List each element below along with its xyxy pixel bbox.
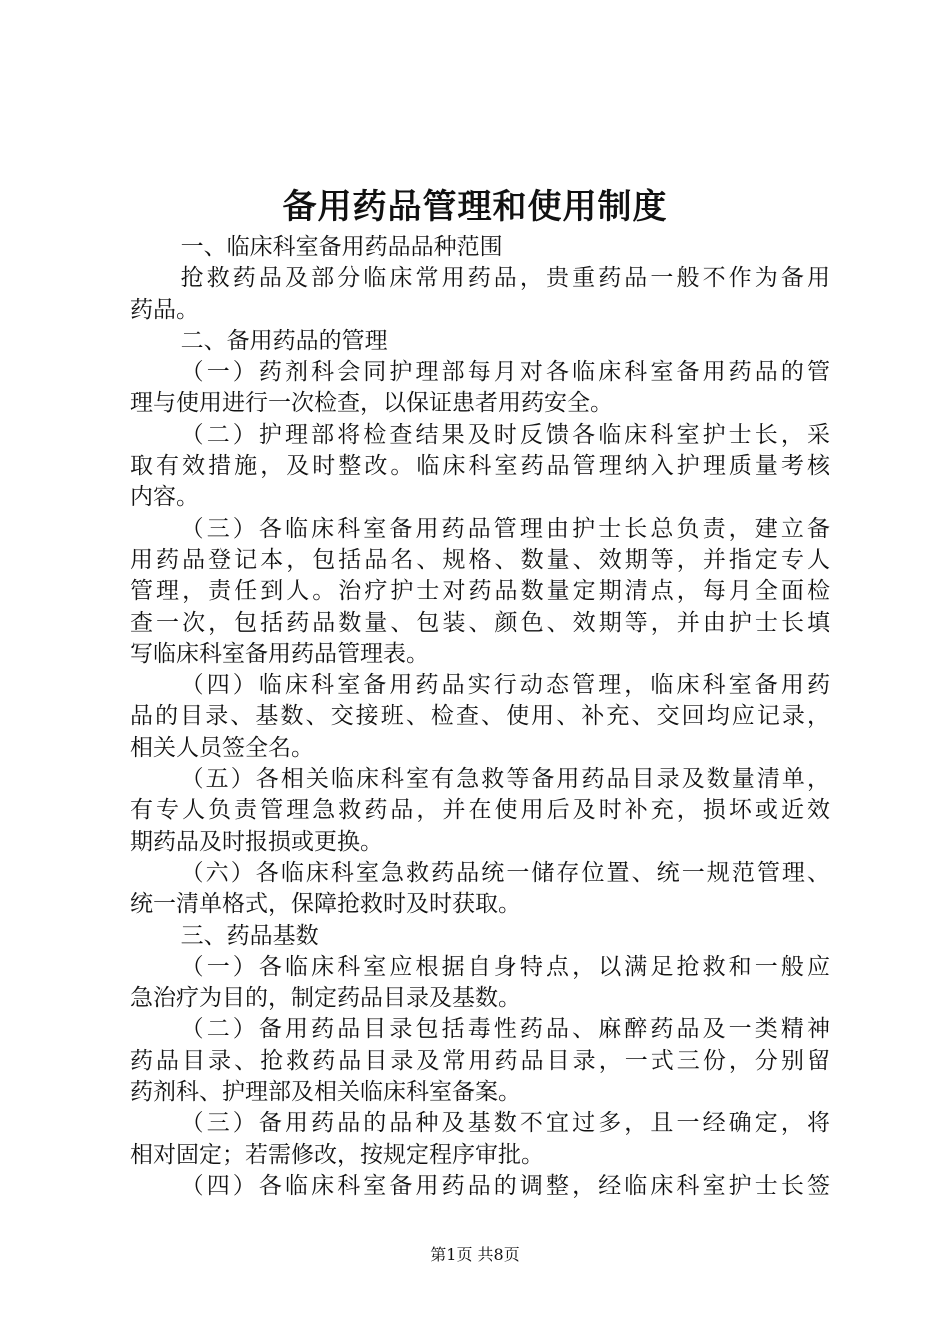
body-line: （四）各临床科室备用药品的调整，经临床科室护士长签 [180,1172,830,1199]
document-title: 备用药品管理和使用制度 [282,187,668,227]
body-line: 管理，责任到人。治疗护士对药品数量定期清点，每月全面检 [130,578,830,605]
body-line: 查一次，包括药品数量、包装、颜色、效期等，并由护士长填 [130,609,830,636]
document-body [130,232,830,1202]
body-line: 取有效措施，及时整改。临床科室药品管理纳入护理质量考核 [130,453,830,480]
body-line: （二）备用药品目录包括毒性药品、麻醉药品及一类精神 [180,1016,830,1043]
body-line: （三）各临床科室备用药品管理由护士长总负责，建立备 [180,515,830,542]
body-line: 三、药品基数 [180,922,319,949]
body-line: 药品目录、抢救药品目录及常用药品目录，一式三份，分别留 [130,1047,830,1074]
body-line: 品的目录、基数、交接班、检查、使用、补充、交回均应记录， [130,703,830,730]
body-line: 一、临床科室备用药品品种范围 [180,234,503,260]
body-line: 期药品及时报损或更换。 [130,828,383,855]
body-line: 药剂科、护理部及相关临床科室备案。 [130,1079,521,1106]
body-line: （三）备用药品的品种及基数不宜过多，且一经确定，将 [180,1110,830,1137]
body-line: 内容。 [130,484,199,511]
body-line: 药品。 [130,296,199,323]
body-line: （五）各相关临床科室有急救等备用药品目录及数量清单， [180,766,830,793]
body-line: 抢救药品及部分临床常用药品，贵重药品一般不作为备用 [180,265,830,292]
body-line: （一）各临床科室应根据自身特点，以满足抢救和一般应 [180,953,830,980]
body-line: 有专人负责管理急救药品，并在使用后及时补充，损坏或近效 [130,797,830,824]
body-line: 急治疗为目的，制定药品目录及基数。 [130,985,521,1012]
page-footer: 第1页 共8页 [430,1245,520,1264]
body-line: 写临床科室备用药品管理表。 [130,640,429,667]
body-line: 用药品登记本，包括品名、规格、数量、效期等，并指定专人 [130,546,830,573]
body-line: 相对固定；若需修改，按规定程序审批。 [130,1141,544,1168]
body-line: （六）各临床科室急救药品统一储存位置、统一规范管理、 [180,859,830,886]
body-line: （一）药剂科会同护理部每月对各临床科室备用药品的管 [180,359,830,386]
body-line: 二、备用药品的管理 [180,327,388,354]
body-line: 统一清单格式，保障抢救时及时获取。 [130,891,521,918]
body-line: 理与使用进行一次检查，以保证患者用药安全。 [130,390,613,417]
body-line: （四）临床科室备用药品实行动态管理，临床科室备用药 [180,672,830,699]
body-line: （二）护理部将检查结果及时反馈各临床科室护士长，采 [180,421,830,448]
body-line: 相关人员签全名。 [130,734,314,761]
